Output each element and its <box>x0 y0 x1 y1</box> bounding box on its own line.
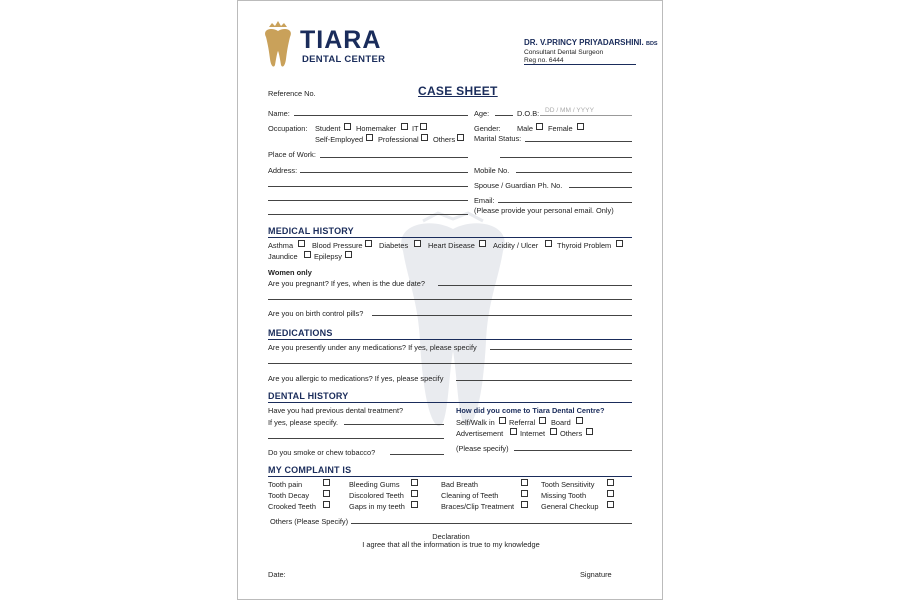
name-label: Name: <box>268 109 290 118</box>
asthma-checkbox[interactable] <box>298 240 305 247</box>
case-sheet-page <box>237 0 663 600</box>
doctor-title: Consultant Dental Surgeon <box>524 49 604 56</box>
missing-tooth-checkbox[interactable] <box>607 490 614 497</box>
reference-label: Reference No. <box>268 89 316 98</box>
doctor-underline <box>524 64 636 65</box>
condition-acidity: Acidity / Ulcer <box>493 241 539 250</box>
declaration-title: Declaration <box>432 532 470 541</box>
email-label: Email: <box>474 196 495 205</box>
doctor-name: DR. V.PRINCY PRIYADARSHINI. BDS <box>524 38 658 47</box>
complaint-tooth-pain: Tooth pain <box>268 480 303 489</box>
homemaker-checkbox[interactable] <box>401 123 408 130</box>
marital-label: Marital Status: <box>474 134 522 143</box>
complaint-missing-tooth: Missing Tooth <box>541 491 587 500</box>
medical-history-heading: MEDICAL HISTORY <box>268 226 354 236</box>
medical-history-rule <box>268 237 632 238</box>
others-occupation-checkbox[interactable] <box>457 134 464 141</box>
complaint-gaps: Gaps in my teeth <box>349 502 405 511</box>
referral-advertisement: Advertisement <box>456 429 504 438</box>
logo-subtitle: DENTAL CENTER <box>302 54 386 65</box>
referral-others-checkbox[interactable] <box>586 428 593 435</box>
male-checkbox[interactable] <box>536 123 543 130</box>
current-medication-question: Are you presently under any medications? If yes, please specify <box>268 343 477 352</box>
occupation-student: Student <box>315 124 341 133</box>
birth-control-question: Are you on birth control pills? <box>268 309 364 318</box>
address-field-2[interactable] <box>268 186 468 187</box>
spouse-field[interactable] <box>569 187 632 188</box>
female-checkbox[interactable] <box>577 123 584 130</box>
dental-history-rule <box>268 402 632 403</box>
braces-checkbox[interactable] <box>521 501 528 508</box>
complaint-general-checkup: General Checkup <box>541 502 599 511</box>
smoke-question: Do you smoke or chew tobacco? <box>268 448 376 457</box>
general-checkup-checkbox[interactable] <box>607 501 614 508</box>
occupation-others: Others <box>433 135 456 144</box>
address-field-1[interactable] <box>300 172 468 173</box>
signature-label: Signature <box>580 570 612 579</box>
smoke-field[interactable] <box>390 454 444 455</box>
address-field-4[interactable] <box>268 214 468 215</box>
tooth-logo-icon <box>262 21 294 69</box>
previous-treatment-field-2[interactable] <box>268 438 444 439</box>
self-walk-in-checkbox[interactable] <box>499 417 506 424</box>
referral-referral: Referral <box>509 418 536 427</box>
discolored-teeth-checkbox[interactable] <box>411 490 418 497</box>
jaundice-checkbox[interactable] <box>304 251 311 258</box>
pregnant-field[interactable] <box>438 285 632 286</box>
complaint-sensitivity: Tooth Sensitivity <box>541 480 595 489</box>
referral-question: How did you come to Tiara Dental Centre? <box>456 406 605 415</box>
allergy-question: Are you allergic to medications? If yes, please specify <box>268 374 444 383</box>
thyroid-checkbox[interactable] <box>616 240 623 247</box>
pregnant-field-2[interactable] <box>268 299 632 300</box>
email-field[interactable] <box>498 202 632 203</box>
condition-thyroid: Thyroid Problem <box>557 241 612 250</box>
acidity-checkbox[interactable] <box>545 240 552 247</box>
cleaning-checkbox[interactable] <box>521 490 528 497</box>
board-checkbox[interactable] <box>576 417 583 424</box>
self-employed-checkbox[interactable] <box>366 134 373 141</box>
logo-name: TIARA <box>300 26 382 54</box>
occupation-professional: Professional <box>378 135 419 144</box>
work-label: Place of Work: <box>268 150 316 159</box>
complaint-crooked-teeth: Crooked Teeth <box>268 502 316 511</box>
tooth-decay-checkbox[interactable] <box>323 490 330 497</box>
sensitivity-checkbox[interactable] <box>607 479 614 486</box>
email-note: (Please provide your personal email. Only) <box>474 206 614 215</box>
occupation-homemaker: Homemaker <box>356 124 397 133</box>
current-medication-field[interactable] <box>490 349 632 350</box>
occupation-it: IT <box>412 124 419 133</box>
spouse-label: Spouse / Guardian Ph. No. <box>474 181 563 190</box>
if-yes-label: If yes, please specify. <box>268 418 339 427</box>
condition-epilepsy: Epilepsy <box>314 252 342 261</box>
referral-specify-field[interactable] <box>514 450 632 451</box>
epilepsy-checkbox[interactable] <box>345 251 352 258</box>
complaint-cleaning: Cleaning of Teeth <box>441 491 499 500</box>
complaint-others-field[interactable] <box>351 523 632 524</box>
professional-checkbox[interactable] <box>421 134 428 141</box>
address-field-3[interactable] <box>268 200 468 201</box>
referral-self: Self/Walk in <box>456 418 495 427</box>
tooth-pain-checkbox[interactable] <box>323 479 330 486</box>
condition-jaundice: Jaundice <box>268 252 298 261</box>
complaint-tooth-decay: Tooth Decay <box>268 491 310 500</box>
condition-asthma: Asthma <box>268 241 294 250</box>
address-label: Address: <box>268 166 298 175</box>
condition-heart-disease: Heart Disease <box>428 241 475 250</box>
dob-field[interactable]: DD / MM / YYYY <box>545 107 594 114</box>
complaint-discolored-teeth: Discolored Teeth <box>349 491 404 500</box>
medications-rule <box>268 339 632 340</box>
gaps-checkbox[interactable] <box>411 501 418 508</box>
complaint-bad-breath: Bad Breath <box>441 480 478 489</box>
dob-underline <box>540 115 632 116</box>
it-checkbox[interactable] <box>420 123 427 130</box>
complaint-rule <box>268 476 632 477</box>
advertisement-checkbox[interactable] <box>510 428 517 435</box>
referral-specify-label: (Please specify) <box>456 444 509 453</box>
condition-blood-pressure: Blood Pressure <box>312 241 363 250</box>
pregnant-question: Are you pregnant? If yes, when is the due date? <box>268 279 425 288</box>
referral-others: Others <box>560 429 583 438</box>
age-field[interactable] <box>495 115 513 116</box>
gender-female: Female <box>548 124 573 133</box>
age-label: Age: <box>474 109 490 118</box>
gender-label: Gender: <box>474 124 501 133</box>
blood-pressure-checkbox[interactable] <box>365 240 372 247</box>
dental-history-heading: DENTAL HISTORY <box>268 391 349 401</box>
internet-checkbox[interactable] <box>550 428 557 435</box>
referral-internet: Internet <box>520 429 546 438</box>
mobile-field[interactable] <box>516 172 632 173</box>
page-title: CASE SHEET <box>418 84 498 98</box>
current-medication-field-2[interactable] <box>268 363 632 364</box>
bleeding-gums-checkbox[interactable] <box>411 479 418 486</box>
previous-treatment-field[interactable] <box>344 424 444 425</box>
crooked-teeth-checkbox[interactable] <box>323 501 330 508</box>
marital-field-2[interactable] <box>500 157 632 158</box>
previous-treatment-question: Have you had previous dental treatment? <box>268 406 404 415</box>
gender-male: Male <box>517 124 534 133</box>
occupation-label: Occupation: <box>268 124 308 133</box>
condition-diabetes: Diabetes <box>379 241 409 250</box>
marital-field[interactable] <box>525 141 632 142</box>
complaint-braces: Braces/Clip Treatment <box>441 502 515 511</box>
student-checkbox[interactable] <box>344 123 351 130</box>
heart-disease-checkbox[interactable] <box>479 240 486 247</box>
diabetes-checkbox[interactable] <box>414 240 421 247</box>
complaint-heading: MY COMPLAINT IS <box>268 465 352 475</box>
bad-breath-checkbox[interactable] <box>521 479 528 486</box>
occupation-self-employed: Self-Employed <box>315 135 364 144</box>
name-field[interactable] <box>294 115 468 116</box>
birth-control-field[interactable] <box>372 315 632 316</box>
mobile-label: Mobile No. <box>474 166 510 175</box>
complaint-others-label: Others (Please Specify) <box>270 517 349 526</box>
medications-heading: MEDICATIONS <box>268 328 333 338</box>
work-field[interactable] <box>320 157 468 158</box>
dob-label: D.O.B: <box>517 109 540 118</box>
referral-checkbox[interactable] <box>539 417 546 424</box>
women-only-label: Women only <box>268 268 312 277</box>
allergy-field[interactable] <box>456 380 632 381</box>
complaint-bleeding-gums: Bleeding Gums <box>349 480 400 489</box>
declaration-text: I agree that all the information is true to my knowledge <box>362 540 540 549</box>
doctor-reg: Reg no. 6444 <box>524 57 564 64</box>
referral-board: Board <box>551 418 571 427</box>
date-label: Date: <box>268 570 286 579</box>
